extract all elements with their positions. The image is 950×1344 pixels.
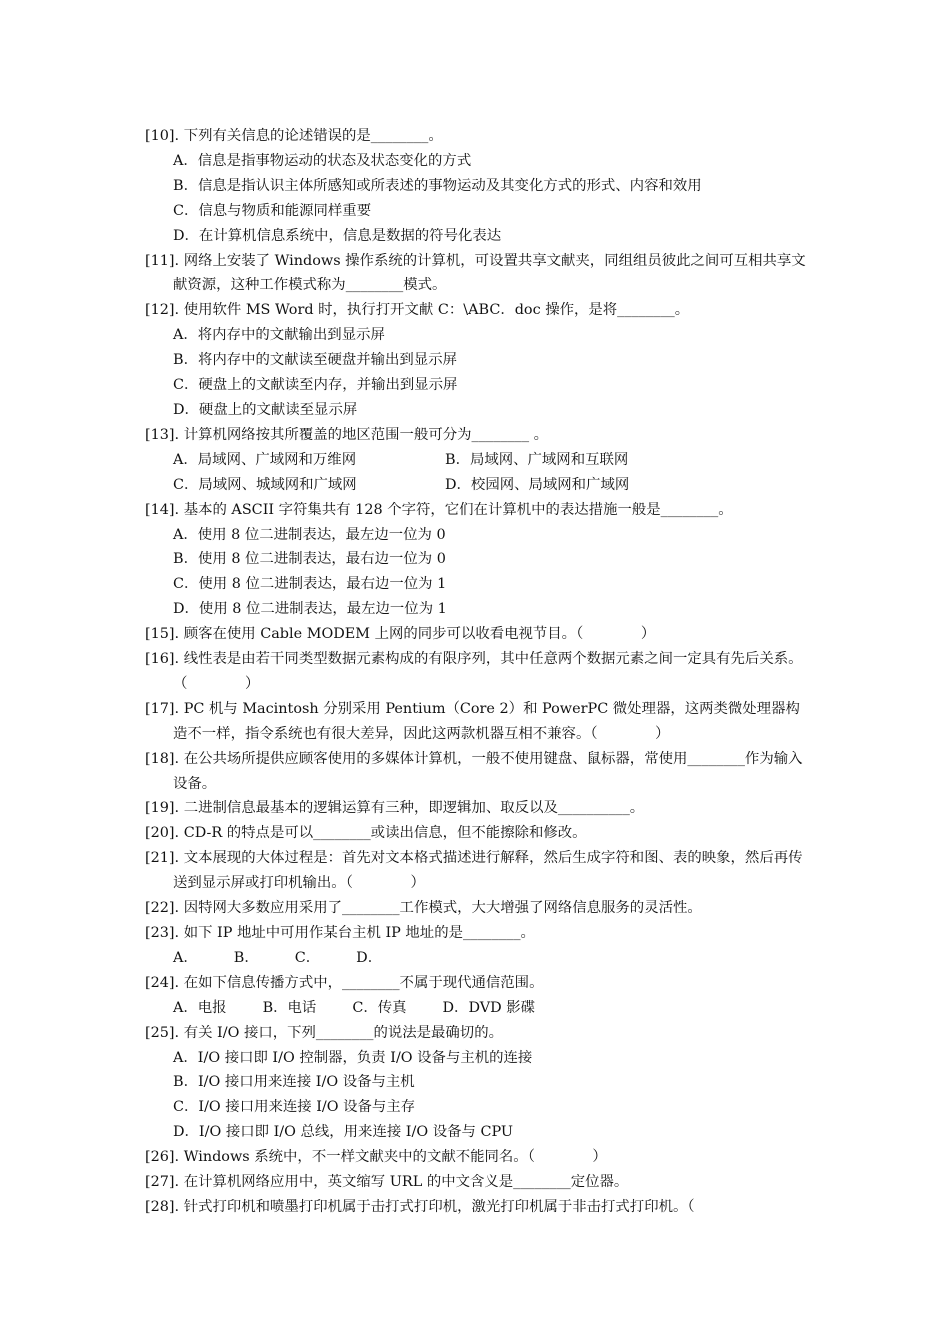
question-13: [13]. 计算机网络按其所覆盖的地区范围一般可分为________ 。 [145, 426, 549, 443]
option: A．将内存中的文献输出到显示屏 [173, 327, 385, 344]
question-20: [20]. CD-R 的特点是可以________或读出信息，但不能擦除和修改。 [145, 825, 587, 842]
option: B．局域网、广域网和互联网 [445, 451, 629, 468]
option: D． [356, 949, 383, 966]
option: A．信息是指事物运动的状态及状态变化的方式 [173, 152, 472, 169]
option: D．校园网、局域网和广域网 [445, 476, 630, 493]
question-12: [12]. 使用软件 MS Word 时，执行打开文献 C：\ABC．doc 操作，是将________。 [145, 302, 690, 319]
question-14: [14]. 基本的 ASCII 字符集共有 128 个字符，它们在计算机中的表达措施一般是________。 [145, 501, 733, 518]
option: C．信息与物质和能源同样重要 [173, 202, 372, 219]
question-21: [21]. 文本展现的大体过程是：首先对文本格式描述进行解释，然后生成字符和图、表的映象，然后再传送到显示屏或打印机输出。（ ） [145, 850, 803, 892]
option-row [145, 946, 810, 971]
option: C．局域网、城域网和广域网 [173, 476, 357, 493]
question-28: [28]. 针式打印机和喷墨打印机属于击打式打印机，激光打印机属于非击打式打印机。（ [145, 1198, 695, 1215]
question-22: [22]. 因特网大多数应用采用了________工作模式，大大增强了网络信息服务的灵活性。 [145, 900, 702, 917]
question-15: [15]. 顾客在使用 Cable MODEM 上网的同步可以收看电视节目。（ ） [145, 626, 656, 643]
option: B．使用 8 位二进制表达，最右边一位为 0 [173, 551, 446, 568]
option: C．传真 [352, 999, 407, 1016]
option: B．I/O 接口用来连接 I/O 设备与主机 [173, 1074, 415, 1091]
option: D．在计算机信息系统中，信息是数据的符号化表达 [173, 227, 502, 244]
question-25: [25]. 有关 I/O 接口，下列________的说法是最确切的。 [145, 1024, 503, 1041]
option: C．硬盘上的文献读至内存，并输出到显示屏 [173, 377, 458, 394]
option: A．电报 [173, 999, 227, 1016]
question-19: [19]. 二进制信息最基本的逻辑运算有三种，即逻辑加、取反以及__________。 [145, 800, 645, 817]
question-17: [17]. PC 机与 Macintosh 分别采用 Pentium（Core 2）和 PowerPC 微处理器，这两类微处理器构造不一样，指令系统也有很大差异，因此这两款机器互相不兼容。（ ） [145, 700, 800, 742]
question-list [145, 124, 810, 1220]
question-16: [16]. 线性表是由若干同类型数据元素构成的有限序列，其中任意两个数据元素之间一定具有先后关系。（ ） [145, 651, 803, 692]
option: B． [233, 949, 259, 966]
option: B．将内存中的文献读至硬盘并输出到显示屏 [173, 352, 457, 369]
question-10: [10]. 下列有关信息的论述错误的是________。 [145, 128, 443, 144]
option: D．硬盘上的文献读至显示屏 [173, 401, 358, 418]
option: D．DVD 影碟 [442, 999, 536, 1016]
option-row [145, 473, 810, 498]
question-26: [26]. Windows 系统中，不一样文献夹中的文献不能同名。（ ） [145, 1149, 607, 1166]
question-24: [24]. 在如下信息传播方式中，________不属于现代通信范围。 [145, 974, 544, 991]
question-27: [27]. 在计算机网络应用中，英文缩写 URL 的中文含义是________定位器。 [145, 1174, 629, 1191]
question-23: [23]. 如下 IP 地址中可用作某台主机 IP 地址的是________。 [145, 925, 535, 941]
option: A．使用 8 位二进制表达，最左边一位为 0 [173, 526, 446, 543]
option: D．I/O 接口即 I/O 总线，用来连接 I/O 设备与 CPU [173, 1124, 514, 1141]
option: D．使用 8 位二进制表达，最左边一位为 1 [173, 601, 447, 618]
option: A．I/O 接口即 I/O 控制器，负责 I/O 设备与主机的连接 [173, 1049, 533, 1066]
option: B．电话 [262, 999, 317, 1016]
option-row [145, 996, 810, 1021]
option: C． [294, 949, 321, 966]
option-row [145, 448, 810, 473]
question-11: [11]. 网络上安装了 Windows 操作系统的计算机，可设置共享文献夹，同组组员彼此之间可互相共享文献资源，这种工作模式称为________模式。 [145, 252, 806, 294]
option: A． [173, 949, 198, 966]
option: C．使用 8 位二进制表达，最右边一位为 1 [173, 576, 447, 593]
question-18: [18]. 在公共场所提供应顾客使用的多媒体计算机，一般不使用键盘、鼠标器，常使用________作为输入设备。 [145, 750, 803, 792]
option: A．局域网、广域网和万维网 [173, 451, 357, 468]
option: C．I/O 接口用来连接 I/O 设备与主存 [173, 1099, 416, 1116]
option: B．信息是指认识主体所感知或所表述的事物运动及其变化方式的形式、内容和效用 [173, 177, 702, 194]
